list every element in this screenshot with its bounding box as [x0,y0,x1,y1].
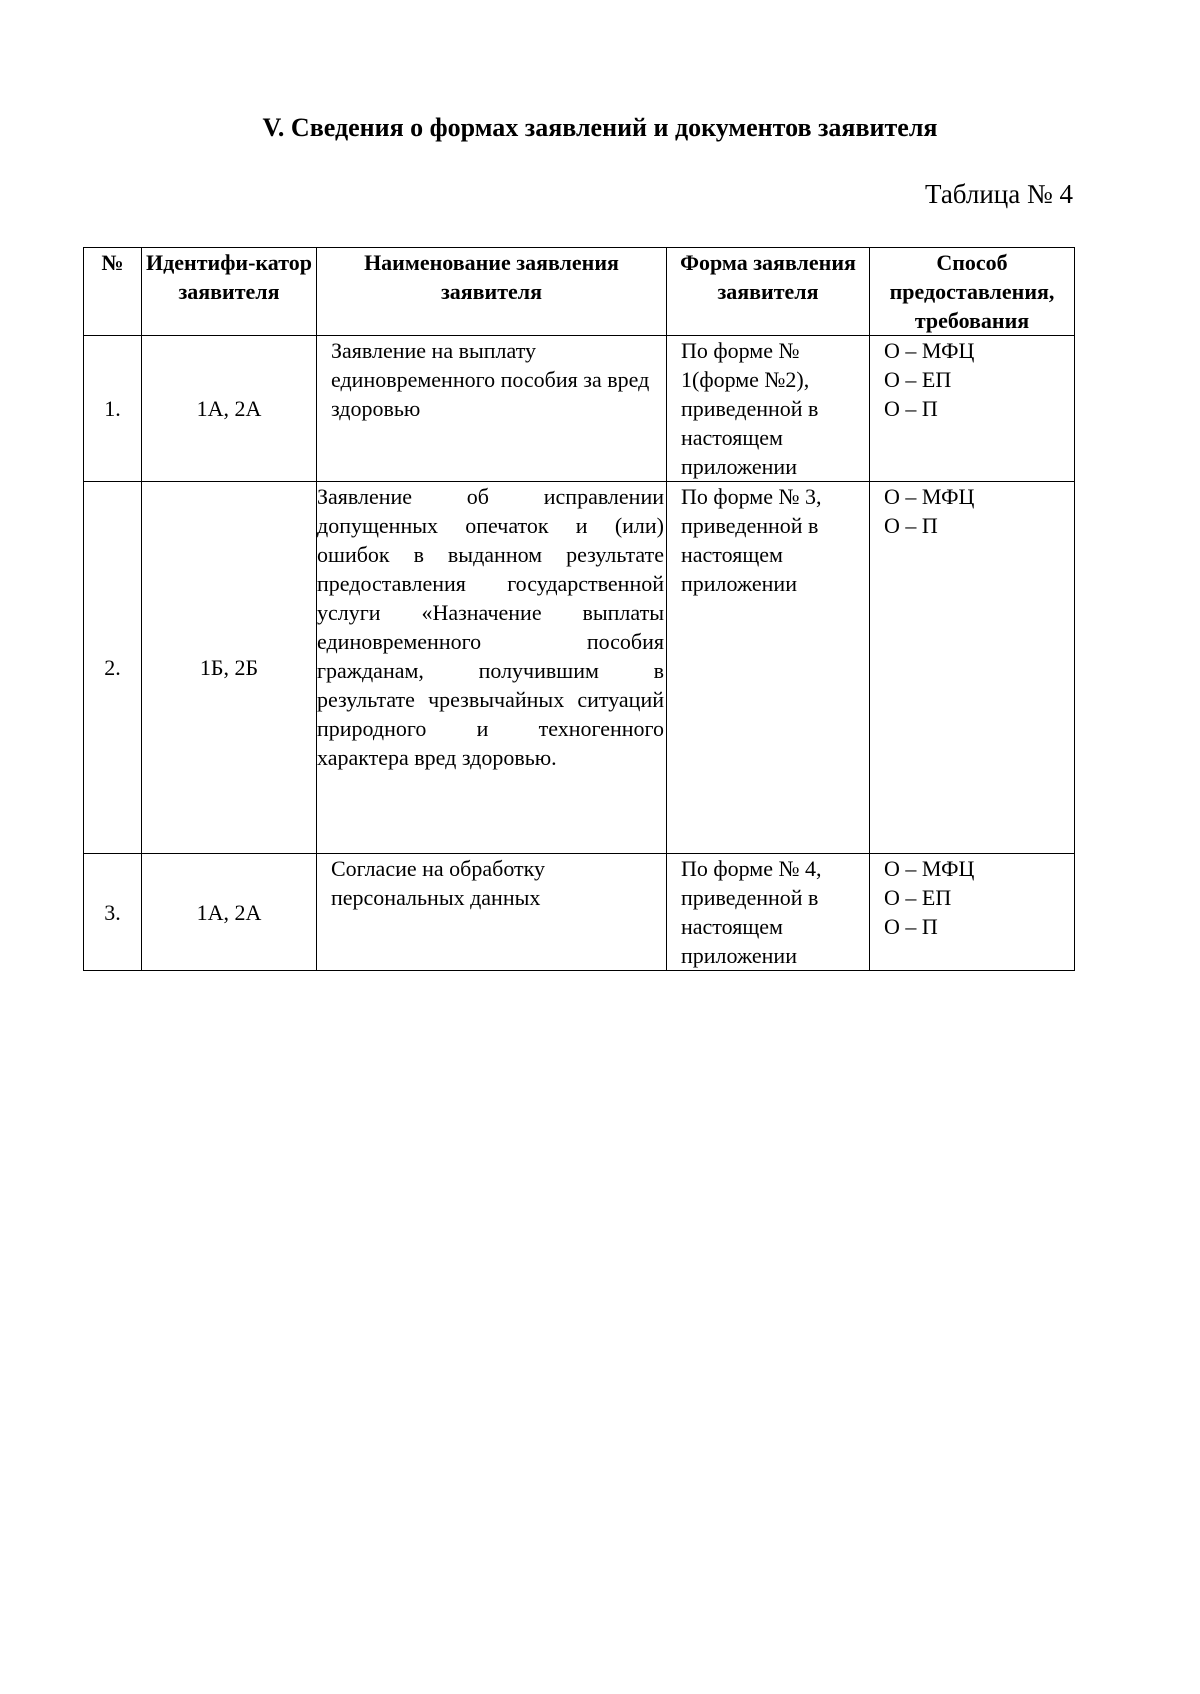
column-header-identifier: Идентифи-катор заявителя [142,248,317,336]
method-item: О – П [884,396,938,421]
method-item: О – ЕП [884,367,952,392]
column-header-number: № [84,248,142,336]
submission-method [870,854,1075,971]
table-caption: Таблица № 4 [925,179,1073,209]
table-row [84,482,1075,854]
table-row [84,854,1075,971]
applications-forms-table [83,247,1075,971]
submission-method [870,482,1075,854]
column-header-method: Способ предоставления, требования [870,248,1075,336]
table-header-row [84,248,1075,336]
application-form: По форме № 1(форме №2), приведенной в настоящем приложении [667,336,870,482]
submission-method [870,336,1075,482]
method-item: О – П [884,914,938,939]
application-name: Согласие на обработку персональных данных [317,854,667,971]
application-name: Заявление об исправлении допущенных опечаток и (или) ошибок в выданном результате предоставления государственной услуги «Назначение выплаты единовременного пособия гражданам, получившим в результате чрезвычайных ситуаций природного и техногенного характера вред здоровью. [317,482,667,854]
applicant-identifier: 1А, 2А [142,854,317,971]
column-header-form: Форма заявления заявителя [667,248,870,336]
column-header-name: Наименование заявления заявителя [317,248,667,336]
method-item: О – МФЦ [884,856,975,881]
row-number: 3. [84,854,142,971]
method-item: О – П [884,513,938,538]
row-number: 1. [84,336,142,482]
page-title: V. Сведения о формах заявлений и документов заявителя [262,113,938,142]
application-name: Заявление на выплату единовременного пособия за вред здоровью [317,336,667,482]
application-form: По форме № 4, приведенной в настоящем приложении [667,854,870,971]
table-row [84,336,1075,482]
method-item: О – ЕП [884,885,952,910]
application-form: По форме № 3, приведенной в настоящем приложении [667,482,870,854]
method-item: О – МФЦ [884,484,975,509]
applicant-identifier: 1А, 2А [142,336,317,482]
row-number: 2. [84,482,142,854]
method-item: О – МФЦ [884,338,975,363]
applicant-identifier: 1Б, 2Б [142,482,317,854]
